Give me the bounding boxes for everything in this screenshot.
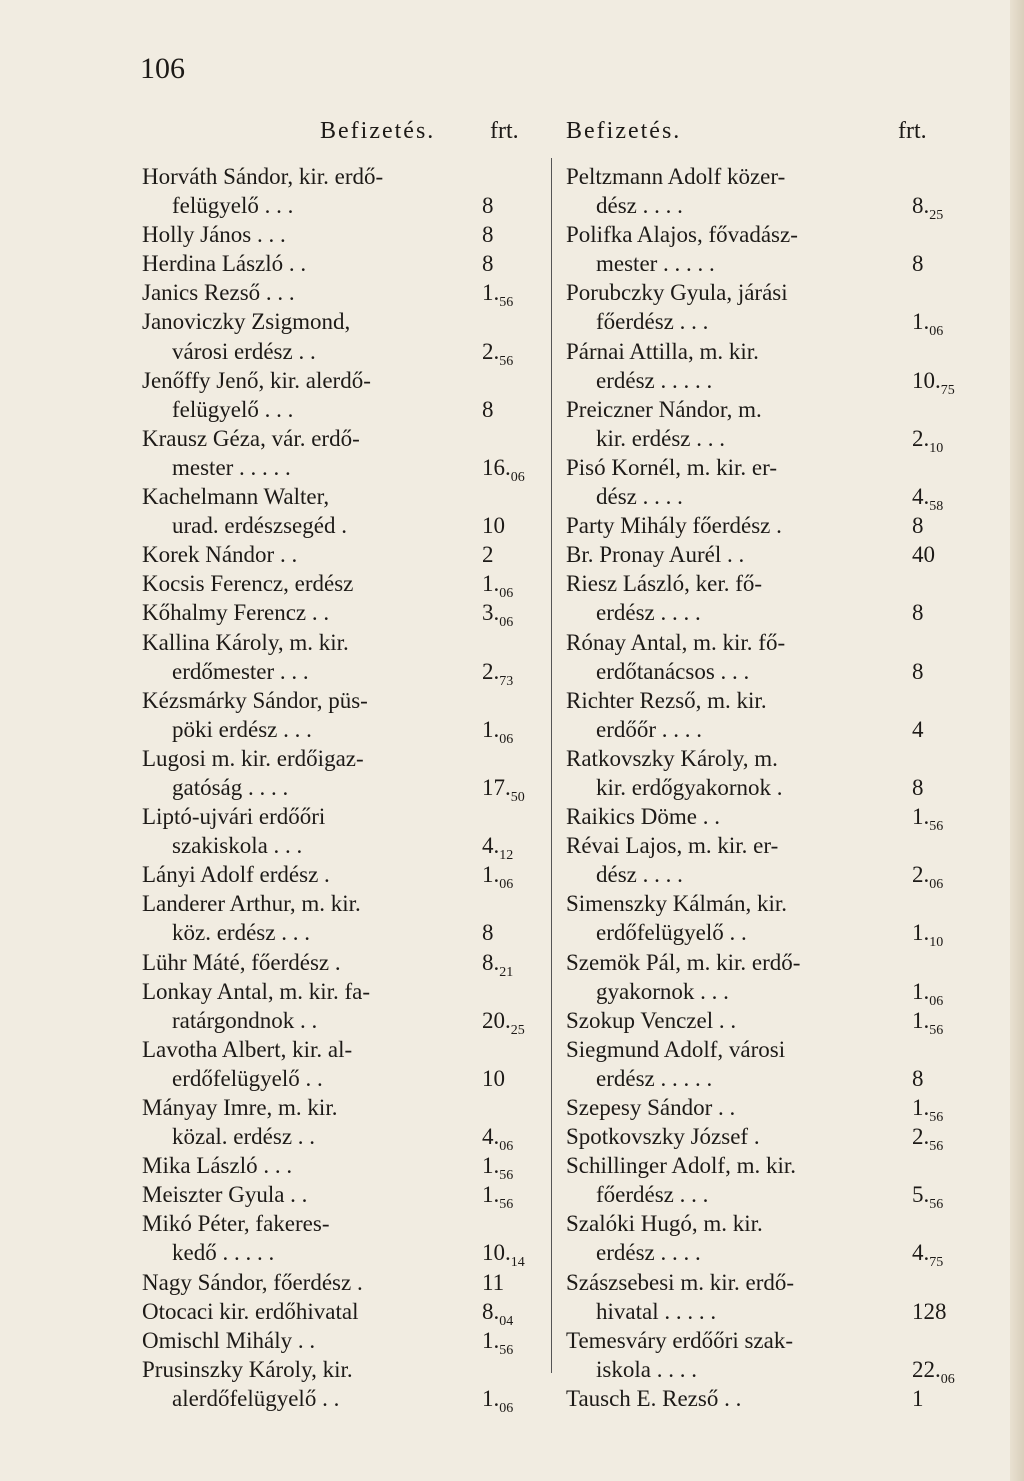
entry-text: erdőfelügyelő . . xyxy=(596,920,747,946)
entry-amount-fraction: 56 xyxy=(929,819,944,835)
entry-amount: 8 xyxy=(482,193,494,219)
entry-amount: $1._{06}$ xyxy=(912,978,944,1009)
entry-text: Krausz Géza, vár. erdő- xyxy=(142,425,360,451)
entry-text: erdőmester . . . xyxy=(172,658,309,684)
entry-amount-fraction: 56 xyxy=(499,353,514,369)
entry-text: alerdőfelügyelő . . xyxy=(172,1385,340,1411)
entry-text: dész . . . . xyxy=(596,484,683,510)
entry-text: gyakornok . . . xyxy=(596,978,729,1004)
list-item xyxy=(566,191,944,224)
entry-text: Janoviczky Zsigmond, xyxy=(142,309,351,335)
entry-amount: $1._{56}$ xyxy=(482,1153,514,1184)
right-column-header xyxy=(566,118,944,162)
entry-amount: $4._{06}$ xyxy=(482,1124,514,1155)
list-item xyxy=(142,1093,534,1122)
entry-text: Korek Nándor . . xyxy=(142,542,298,568)
entry-text: Lonkay Antal, m. kir. fa- xyxy=(142,978,371,1004)
list-item xyxy=(566,686,944,715)
entry-text: Szalóki Hugó, m. kir. xyxy=(566,1211,763,1237)
entry-text: Spotkovszky József . xyxy=(566,1124,760,1150)
entry-amount: $10._{75}$ xyxy=(912,367,955,398)
list-item xyxy=(566,744,944,773)
list-item xyxy=(566,918,944,951)
entry-text: Nagy Sándor, főerdész . xyxy=(142,1269,363,1295)
list-item xyxy=(142,715,534,747)
entry-amount-fraction: 10 xyxy=(929,935,944,951)
list-item xyxy=(142,1326,534,1358)
list-item xyxy=(566,1006,944,1038)
entry-text: Riesz László, ker. fő- xyxy=(566,571,763,597)
entry-amount-fraction: 10 xyxy=(929,440,944,456)
entry-text: hivatal . . . . . xyxy=(596,1298,717,1324)
entry-amount: $20._{25}$ xyxy=(482,1007,525,1038)
entry-text: mester . . . . . xyxy=(172,454,291,480)
entry-text: Lányi Adolf erdész . xyxy=(142,862,330,888)
entry-amount: $16._{06}$ xyxy=(482,454,525,485)
entry-amount-fraction: 06 xyxy=(929,993,944,1009)
entry-amount-fraction: 56 xyxy=(929,1110,944,1125)
entry-text: Mikó Péter, fakeres- xyxy=(142,1211,330,1237)
list-item xyxy=(566,802,944,835)
list-item xyxy=(566,1093,944,1125)
list-item xyxy=(142,1384,534,1416)
entry-text: Kocsis Ferencz, erdész xyxy=(142,571,354,597)
entry-text: Meiszter Gyula . . xyxy=(142,1182,308,1208)
list-item xyxy=(142,1064,534,1093)
entry-amount: 8 xyxy=(482,251,494,277)
list-item xyxy=(142,482,534,511)
list-item xyxy=(142,860,534,893)
entry-text: Prusinszky Károly, kir. xyxy=(142,1356,353,1382)
list-item xyxy=(142,1122,534,1155)
list-item xyxy=(142,337,534,369)
entry-text: Kallina Károly, m. kir. xyxy=(142,629,349,655)
entry-amount: 8 xyxy=(912,1065,924,1091)
entry-amount-fraction: 75 xyxy=(940,382,955,398)
entry-amount: 40 xyxy=(912,542,935,568)
entry-text: Kőhalmy Ferencz . . xyxy=(142,600,330,626)
list-item xyxy=(142,628,534,657)
entry-text: dész . . . . xyxy=(596,862,683,888)
entry-text: felügyelő . . . xyxy=(172,193,294,219)
entry-amount: 8 xyxy=(912,600,924,626)
list-item xyxy=(566,162,944,191)
entry-amount: $4._{12}$ xyxy=(482,833,514,864)
entry-amount: $1._{56}$ xyxy=(912,804,944,835)
list-item xyxy=(566,1180,944,1213)
entry-text: Polifka Alajos, fővadász- xyxy=(566,222,798,248)
list-item xyxy=(142,948,534,980)
list-item xyxy=(142,657,534,689)
list-item xyxy=(566,395,944,424)
entry-amount: $10._{14}$ xyxy=(482,1240,525,1271)
list-item xyxy=(142,249,534,278)
entry-amount-fraction: 56 xyxy=(499,1197,514,1213)
entry-text: dész . . . . xyxy=(596,193,683,219)
list-item xyxy=(142,1355,534,1384)
left-entries xyxy=(142,162,534,1416)
list-item xyxy=(566,1064,944,1093)
column-unit: frt. xyxy=(898,118,927,144)
entry-text: főerdész . . . xyxy=(596,309,709,335)
entry-amount-fraction: 73 xyxy=(499,673,514,689)
entry-text: szakiskola . . . xyxy=(172,833,303,859)
list-item xyxy=(142,307,534,336)
list-item xyxy=(142,686,534,715)
list-item xyxy=(142,744,534,773)
right-column xyxy=(566,118,955,1413)
list-item xyxy=(566,1355,955,1387)
entry-amount-fraction: 06 xyxy=(929,324,944,340)
entry-amount: $3._{06}$ xyxy=(482,600,514,631)
entry-text: Lavotha Albert, kir. al- xyxy=(142,1036,353,1062)
column-unit: frt. xyxy=(490,118,519,144)
entry-text: Simenszky Kálmán, kir. xyxy=(566,891,788,917)
entry-amount: 8 xyxy=(912,513,924,539)
entry-amount: $8._{25}$ xyxy=(912,193,944,224)
list-item xyxy=(566,337,944,366)
entry-text: közal. erdész . . xyxy=(172,1124,316,1150)
entry-text: Szászsebesi m. kir. erdő- xyxy=(566,1269,795,1295)
list-item xyxy=(566,569,944,598)
list-item xyxy=(566,511,944,540)
list-item xyxy=(142,1297,534,1329)
list-item xyxy=(142,191,534,220)
entry-text: Omischl Mihály . . xyxy=(142,1327,316,1353)
entry-text: Schillinger Adolf, m. kir. xyxy=(566,1153,796,1179)
list-item xyxy=(142,1151,534,1184)
list-item xyxy=(142,569,534,602)
entry-text: Liptó-ujvári erdőőri xyxy=(142,804,326,830)
list-item xyxy=(142,1238,534,1271)
list-item xyxy=(566,307,944,340)
entry-amount: $1._{10}$ xyxy=(912,920,944,951)
page-number: 106 xyxy=(140,52,185,85)
entry-text: főerdész . . . xyxy=(596,1182,709,1208)
list-item xyxy=(566,540,944,569)
entry-amount: 2 xyxy=(482,542,494,568)
entry-amount-fraction: 56 xyxy=(929,1197,944,1213)
entry-text: Révai Lajos, m. kir. er- xyxy=(566,833,779,859)
list-item xyxy=(142,831,534,864)
entry-amount-fraction: 25 xyxy=(510,1022,525,1038)
entry-text: Pisó Kornél, m. kir. er- xyxy=(566,454,777,480)
list-item xyxy=(566,1297,947,1326)
list-item xyxy=(566,977,944,1009)
entry-amount-fraction: 75 xyxy=(929,1255,944,1271)
entry-amount: 128 xyxy=(912,1298,947,1324)
entry-text: Jenőffy Jenő, kir. alerdő- xyxy=(142,367,371,393)
entry-text: Ratkovszky Károly, m. xyxy=(566,745,778,771)
entry-amount: $1._{06}$ xyxy=(482,716,514,747)
entry-amount: 11 xyxy=(482,1269,505,1295)
list-item xyxy=(142,1006,534,1038)
list-item xyxy=(566,1326,944,1355)
entry-amount: 10 xyxy=(482,513,505,539)
list-item xyxy=(142,802,534,831)
list-item xyxy=(142,773,534,805)
entry-amount: $4._{58}$ xyxy=(912,484,944,515)
entry-amount-fraction: 04 xyxy=(499,1313,514,1329)
entry-amount-fraction: 56 xyxy=(929,1139,944,1155)
entry-text: erdőőr . . . . xyxy=(596,716,703,742)
entry-amount-fraction: 56 xyxy=(499,1342,514,1358)
entry-amount: 10 xyxy=(482,1065,505,1091)
entry-amount: $8._{21}$ xyxy=(482,949,514,980)
entry-text: Szemök Pál, m. kir. erdő- xyxy=(566,949,801,975)
entry-amount: $1._{06}$ xyxy=(912,309,944,340)
entry-amount: $2._{56}$ xyxy=(482,338,514,369)
list-item xyxy=(566,278,944,307)
entry-text: Preiczner Nándor, m. xyxy=(566,396,762,422)
entry-text: erdőtanácsos . . . xyxy=(596,658,750,684)
entry-text: köz. erdész . . . xyxy=(172,920,310,946)
entry-text: erdész . . . . . xyxy=(596,1065,713,1091)
list-item xyxy=(566,598,944,627)
entry-text: városi erdész . . xyxy=(172,338,316,364)
entry-amount-fraction: 12 xyxy=(499,848,514,864)
entry-amount-fraction: 21 xyxy=(499,964,514,980)
list-item xyxy=(566,482,944,515)
list-item xyxy=(142,162,534,191)
entry-amount-fraction: 06 xyxy=(940,1371,955,1387)
entry-text: erdész . . . . xyxy=(596,1240,701,1266)
list-item xyxy=(566,657,944,686)
column-title: Befizetés. xyxy=(566,118,682,144)
entry-amount: 8 xyxy=(912,251,924,277)
entry-text: Tausch E. Rezső . . xyxy=(566,1385,742,1411)
entry-amount-fraction: 06 xyxy=(499,877,514,893)
list-item xyxy=(566,453,944,482)
entry-text: Richter Rezső, m. kir. xyxy=(566,687,767,713)
entry-amount: $1._{06}$ xyxy=(482,1385,514,1416)
page-edge xyxy=(1010,0,1024,1481)
list-item xyxy=(142,278,534,311)
list-item xyxy=(566,1268,944,1297)
list-item xyxy=(566,860,944,893)
entry-amount-fraction: 06 xyxy=(499,586,514,602)
entry-amount-fraction: 56 xyxy=(499,295,514,311)
entry-text: Mika László . . . xyxy=(142,1153,293,1179)
entry-text: Párnai Attilla, m. kir. xyxy=(566,338,759,364)
entry-amount: $2._{56}$ xyxy=(912,1124,944,1155)
entry-text: kir. erdőgyakornok . xyxy=(596,774,783,800)
list-item xyxy=(566,424,944,456)
entry-amount: 8 xyxy=(482,222,494,248)
entry-text: Party Mihály főerdész . xyxy=(566,513,782,539)
entry-text: Porubczky Gyula, járási xyxy=(566,280,788,306)
list-item xyxy=(566,715,944,744)
entry-text: ratárgondnok . . xyxy=(172,1007,318,1033)
left-column-header xyxy=(142,118,534,162)
column-title: Befizetés. xyxy=(320,118,436,144)
entry-amount: 4 xyxy=(912,716,924,742)
entry-amount: $1._{56}$ xyxy=(482,1327,514,1358)
right-entries xyxy=(566,162,955,1413)
list-item xyxy=(142,598,534,631)
entry-amount-fraction: 06 xyxy=(499,615,514,631)
list-item xyxy=(142,424,534,453)
list-item xyxy=(142,1268,534,1297)
list-item xyxy=(566,1035,944,1064)
entry-amount: 8 xyxy=(912,774,924,800)
list-item xyxy=(566,948,944,977)
entry-amount: 8 xyxy=(482,396,494,422)
list-item xyxy=(566,831,944,860)
entry-amount: $1._{56}$ xyxy=(482,280,514,311)
entry-text: Holly János . . . xyxy=(142,222,286,248)
list-item xyxy=(566,1122,944,1155)
entry-text: kir. erdész . . . xyxy=(596,425,726,451)
entry-amount-fraction: 06 xyxy=(499,1400,514,1416)
list-item xyxy=(566,366,955,398)
entry-amount: $8._{04}$ xyxy=(482,1298,514,1329)
list-item xyxy=(566,1238,944,1271)
left-column xyxy=(142,118,534,1416)
list-item xyxy=(566,1151,944,1180)
list-item xyxy=(566,1209,944,1238)
list-item xyxy=(142,977,534,1006)
entry-amount-fraction: 06 xyxy=(510,469,525,485)
entry-amount: $1._{06}$ xyxy=(482,571,514,602)
entry-amount-fraction: 06 xyxy=(929,877,944,893)
entry-amount-fraction: 14 xyxy=(510,1255,525,1271)
entry-text: mester . . . . . xyxy=(596,251,715,277)
entry-amount: 8 xyxy=(482,920,494,946)
entry-amount: $2._{73}$ xyxy=(482,658,514,689)
list-item xyxy=(142,220,534,249)
list-item xyxy=(142,1035,534,1064)
entry-text: Peltzmann Adolf közer- xyxy=(566,164,786,189)
list-item xyxy=(566,773,944,802)
list-item xyxy=(566,628,944,657)
entry-amount: $1._{56}$ xyxy=(912,1007,944,1038)
entry-text: Mányay Imre, m. kir. xyxy=(142,1095,338,1120)
entry-amount: $2._{10}$ xyxy=(912,425,944,456)
entry-amount-fraction: 06 xyxy=(499,731,514,747)
entry-amount-fraction: 50 xyxy=(510,789,525,805)
entry-text: Br. Pronay Aurél . . xyxy=(566,542,745,568)
entry-text: Landerer Arthur, m. kir. xyxy=(142,891,361,917)
entry-amount: $1._{56}$ xyxy=(912,1095,944,1125)
entry-text: erdész . . . . xyxy=(596,600,701,626)
list-item xyxy=(142,1209,534,1238)
entry-text: Herdina László . . xyxy=(142,251,307,277)
list-item xyxy=(142,540,534,569)
entry-amount: 1 xyxy=(912,1385,924,1411)
entry-text: gatóság . . . . xyxy=(172,774,289,800)
list-item xyxy=(566,1384,944,1413)
entry-amount: $4._{75}$ xyxy=(912,1240,944,1271)
entry-text: Janics Rezső . . . xyxy=(142,280,295,306)
entry-amount: 8 xyxy=(912,658,924,684)
entry-text: Lugosi m. kir. erdőigaz- xyxy=(142,745,364,771)
entry-amount: $22._{06}$ xyxy=(912,1356,955,1387)
entry-text: felügyelő . . . xyxy=(172,396,294,422)
entry-text: Lühr Máté, főerdész . xyxy=(142,949,341,975)
list-item xyxy=(142,918,534,947)
entry-text: Horváth Sándor, kir. erdő- xyxy=(142,164,384,189)
entry-text: iskola . . . . xyxy=(596,1356,697,1382)
entry-amount: $1._{56}$ xyxy=(482,1182,514,1213)
list-item xyxy=(566,220,944,249)
entry-text: Temesváry erdőőri szak- xyxy=(566,1327,794,1353)
entry-amount-fraction: 56 xyxy=(499,1168,514,1184)
entry-text: Siegmund Adolf, városi xyxy=(566,1036,786,1062)
entry-text: Rónay Antal, m. kir. fő- xyxy=(566,629,786,655)
entry-amount-fraction: 56 xyxy=(929,1022,944,1038)
list-item xyxy=(142,453,534,485)
entry-text: Otocaci kir. erdőhivatal xyxy=(142,1298,359,1324)
list-item xyxy=(142,511,534,540)
entry-amount: $1._{06}$ xyxy=(482,862,514,893)
list-item xyxy=(142,366,534,395)
entry-text: Szepesy Sándor . . xyxy=(566,1095,736,1120)
list-item xyxy=(142,889,534,918)
list-item xyxy=(566,249,944,278)
entry-amount: $17._{50}$ xyxy=(482,774,525,805)
entry-text: Kachelmann Walter, xyxy=(142,484,330,510)
entry-amount-fraction: 58 xyxy=(929,499,944,515)
entry-text: erdész . . . . . xyxy=(596,367,713,393)
entry-text: Kézsmárky Sándor, püs- xyxy=(142,687,368,713)
list-item xyxy=(142,1180,534,1213)
column-divider xyxy=(551,158,552,1373)
entry-amount-fraction: 25 xyxy=(929,208,944,224)
entry-text: erdőfelügyelő . . xyxy=(172,1065,323,1091)
entry-text: urad. erdészsegéd . xyxy=(172,513,347,539)
entry-amount: $2._{06}$ xyxy=(912,862,944,893)
entry-amount: $5._{56}$ xyxy=(912,1182,944,1213)
list-item xyxy=(142,395,534,424)
entry-text: Szokup Venczel . . xyxy=(566,1007,737,1033)
list-item xyxy=(566,889,944,918)
entry-text: Raikics Döme . . xyxy=(566,804,720,830)
entry-text: kedő . . . . . xyxy=(172,1240,275,1266)
entry-amount-fraction: 06 xyxy=(499,1139,514,1155)
entry-text: pöki erdész . . . xyxy=(172,716,312,742)
